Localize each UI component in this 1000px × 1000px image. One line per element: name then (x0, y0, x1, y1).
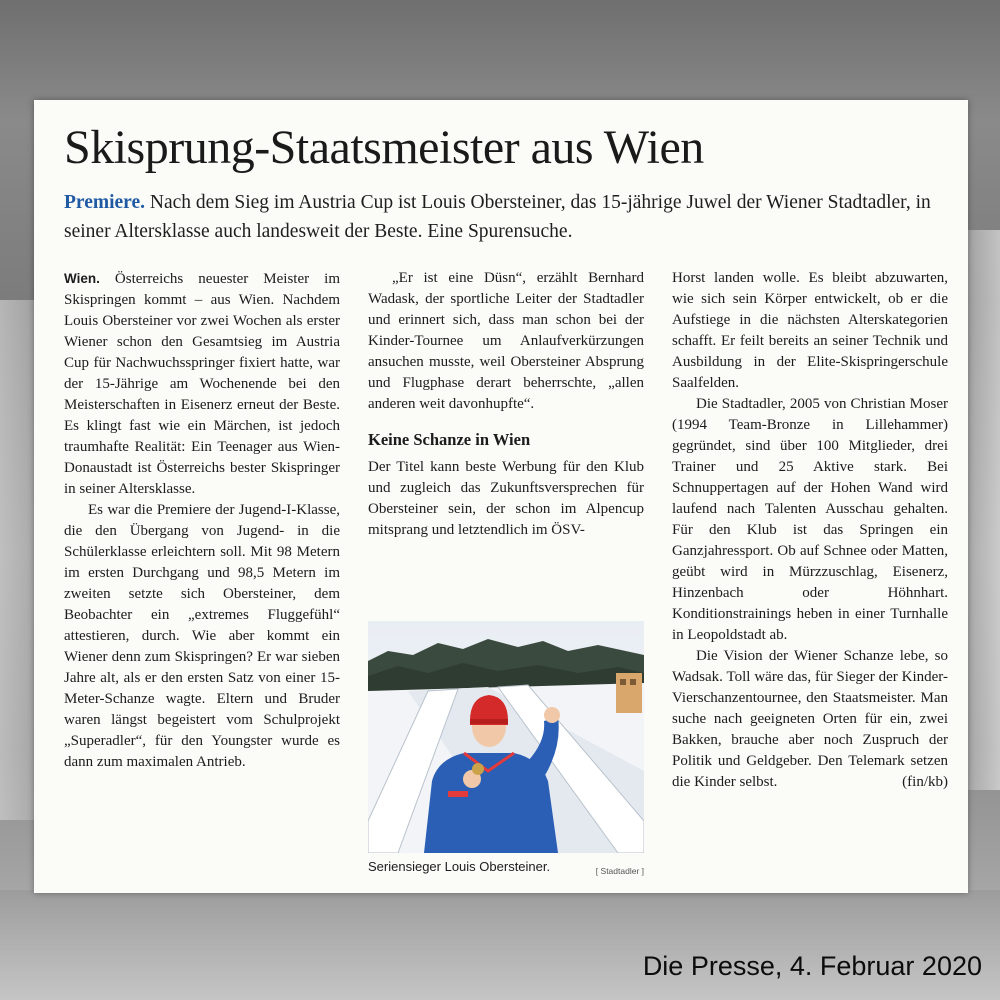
column-3-paragraph-1: Horst landen wolle. Es bleibt abzuwarten, wie sich sein Körper entwickelt, ob er die Aufstiege in die nächsten Alterskategorien schafft. Er feilt bereits an seiner Technik und Ausbildung in der Elite-Skispringerschule Saalfelden. (672, 270, 948, 391)
newspaper-clipping (34, 100, 968, 893)
photo-caption-text: Seriensieger Louis Obersteiner. (368, 859, 551, 874)
ski-jumper-photo (368, 621, 644, 853)
article-column-1 (64, 268, 340, 773)
photo-credit: [ Stadtadler ] (595, 866, 644, 876)
column-2-paragraph-2: Der Titel kann beste Werbung für den Klub und zugleich das Zukunftsversprechen für Obersteiner sein, der schon im Alpencup mitsprang und letztendlich im ÖSV- (368, 459, 644, 538)
column-1-paragraph-1 (64, 268, 340, 500)
column-3-paragraph-2: Die Stadtadler, 2005 von Christian Moser (1994 Team-Bronze in Lillehammer) gegründet, sind über 100 Mitglieder, drei Trainer und 25 Aktive stark. Bei Schnuppertagen auf der Hohen Wand wird laufend nach Talenten Ausschau gehalten. Für den Klub ist das Springen ein Ganzjahressport. Ob auf Schnee oder Matten, geübt wird in Mürzzuschlag, Eisenerz, Hinzenbach oder Höhnhart. Konditionstrainings heben in einer Turnhalle in Leopoldstadt ab. (672, 396, 948, 643)
column-1-paragraph-2: Es war die Premiere der Jugend-I-Klasse, die den Übergang von Jugend- in die Schülerklasse erleichtern soll. Mit 98 Metern im ersten Durchgang und 98,5 Metern im zweiten setzte sich Obersteiner, dem Beobachter ein „extremes Fluggefühl“ attestieren, durch. Wie aber kommt ein Wiener denn zum Skispringen? Er war sieben Jahre alt, als er den ersten Satz von einer 15-Meter-Schanze wagte. Eltern und Bruder waren längst begeistert vom Schulprojekt „Superadler“, für den Youngster wurde es dann zum maximalen Antrieb. (64, 502, 340, 770)
headline: Skisprung-Staatsmeister aus Wien (64, 121, 704, 174)
lead-text: Nach dem Sieg im Austria Cup ist Louis Obersteiner, das 15-jährige Juwel der Wiener Stadtadler, in seiner Altersklasse auch landesweit der Beste. Eine Spurensuche. (64, 192, 931, 242)
column-1-paragraph-1-text: Österreichs neuester Meister im Skispringen kommt – aus Wien. Nachdem Louis Obersteiner vor zwei Wochen als erster Wiener schon den Gesamtsieg im Austria Cup für Nachwuchsspringer fixiert hatte, war der 15-Jährige am Wochenende bei den Meisterschaften in Eisenerz erneut der Beste. Es klingt fast wie ein Märchen, ist jedoch traumhafte Realität: Ein Teenager aus Wien-Donaustadt ist Österreichs bester Skispringer in seiner Altersklasse. (64, 271, 340, 497)
source-line: Die Presse, 4. Februar 2020 (642, 951, 982, 981)
lead-kicker: Premiere. (64, 192, 146, 213)
author-signature: (fin/kb) (902, 774, 948, 790)
column-2-paragraph-1: „Er ist eine Düsn“, erzählt Bernhard Wadask, der sportliche Leiter der Stadtadler und erinnert sich, dass man schon bei der Kinder-Tournee um Anlaufverkürzungen ansuchen musste, weil Obersteiner Absprung und Flugphase derart beherrschte, „allen anderen weit davonhupfte“. (368, 270, 644, 412)
article-column-2 (368, 268, 644, 541)
photo-caption (368, 857, 644, 881)
subheading: Keine Schanze in Wien (368, 430, 531, 449)
column-3-paragraph-3-text: Die Vision der Wiener Schanze lebe, so Wadsak. Toll wäre das, für Sieger der Kinder-Vierschanzentournee, den Staatsmeister. Man suche nach geeigneten Orten für ein, zwei Bakken, brauche aber noch Zuspruch der Politik und Geldgeber. Den Telemark setzen die Kinder selbst. (672, 648, 948, 790)
lead-paragraph (64, 188, 944, 246)
dateline: Wien. (64, 271, 100, 286)
article-column-3 (672, 268, 948, 793)
column-3-paragraph-3 (672, 646, 948, 793)
article-photo (368, 621, 644, 853)
